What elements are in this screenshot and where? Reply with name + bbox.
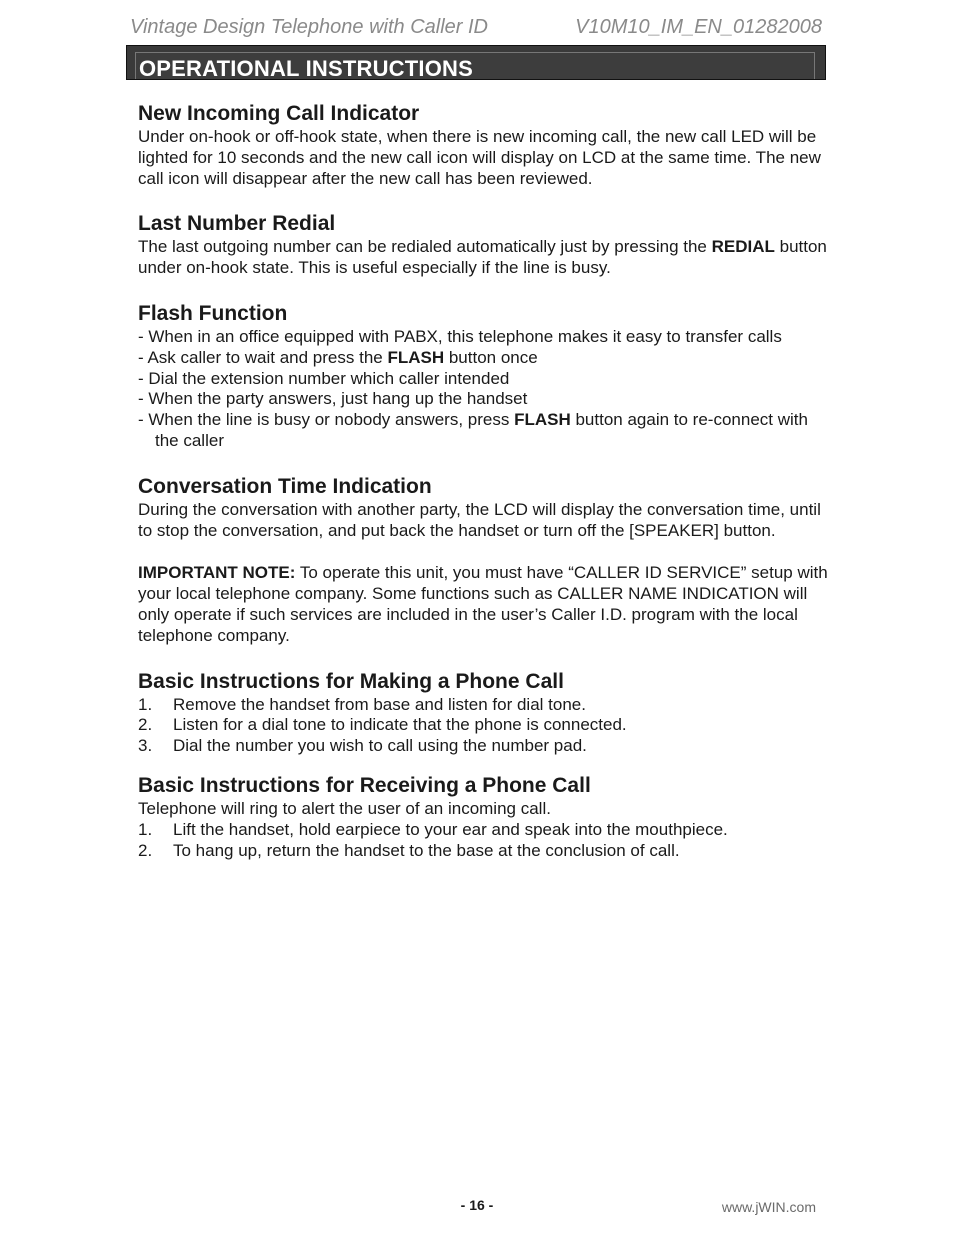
- receiving-call-steps: [138, 820, 828, 862]
- page-content: [138, 101, 828, 861]
- important-note: [138, 563, 828, 646]
- banner-title: OPERATIONAL INSTRUCTIONS: [139, 56, 473, 81]
- step-number: 3.: [138, 736, 153, 756]
- step-number: 2.: [138, 715, 153, 735]
- flash-line-2-text: - Ask caller to wait and press the: [138, 347, 388, 367]
- footer-url: www.jWIN.com: [721, 1199, 816, 1215]
- document-code: V10M10_IM_EN_01282008: [575, 16, 822, 38]
- page-number: - 16 -: [460, 1197, 494, 1213]
- flash-line-2-bold: FLASH: [387, 347, 445, 367]
- redial-bold: REDIAL: [711, 237, 775, 257]
- list-item: [138, 841, 828, 862]
- step-number: 1.: [138, 819, 153, 839]
- flash-line-5-rest: button again to re-connect with the caller: [155, 410, 808, 450]
- heading-last-number-redial: Last Number Redial: [138, 212, 336, 236]
- heading-conversation-time: Conversation Time Indication: [138, 474, 432, 498]
- flash-line-5-bold: FLASH: [514, 410, 571, 430]
- important-note-label: IMPORTANT NOTE:: [138, 563, 296, 583]
- step-number: 2.: [138, 840, 153, 860]
- step-text: Listen for a dial tone to indicate that the phone is connected.: [173, 715, 627, 735]
- heading-incoming-call: New Incoming Call Indicator: [138, 102, 420, 125]
- step-text: Dial the number you wish to call using the number pad.: [173, 736, 587, 756]
- page-header: [130, 16, 822, 42]
- flash-line-5: [138, 410, 828, 452]
- section-banner: [126, 45, 826, 80]
- important-note-body: To operate this unit, you must have “CALLER ID SERVICE” setup with your local telephone company. Some functions such as CALLER NAME INDICATION will only operate if such services are included in the user’s Caller I.D. program with the local telephone company.: [138, 563, 828, 645]
- list-item: [138, 695, 828, 716]
- paragraph-redial: [138, 237, 828, 279]
- flash-line-4: - When the party answers, just hang up the handset: [138, 389, 528, 409]
- flash-line-2-rest: button once: [444, 347, 538, 367]
- step-text: To hang up, return the handset to the base at the conclusion of call.: [173, 840, 680, 860]
- heading-making-call: Basic Instructions for Making a Phone Call: [138, 669, 564, 693]
- flash-line-5-text: - When the line is busy or nobody answers, press: [138, 410, 515, 430]
- redial-text-1: The last outgoing number can be redialed automatically just by pressing the: [138, 237, 712, 257]
- receiving-intro: Telephone will ring to alert the user of an incoming call.: [138, 798, 551, 818]
- step-text: Lift the handset, hold earpiece to your ear and speak into the mouthpiece.: [173, 819, 728, 839]
- list-item: [138, 736, 828, 757]
- flash-line-3: - Dial the extension number which caller intended: [138, 368, 510, 388]
- list-item: [138, 820, 828, 841]
- making-call-steps: [138, 695, 828, 757]
- heading-flash-function: Flash Function: [138, 301, 288, 325]
- banner-inner: [135, 52, 815, 79]
- step-text: Remove the handset from base and listen for dial tone.: [173, 694, 586, 714]
- heading-receiving-call: Basic Instructions for Receiving a Phone Call: [138, 773, 591, 797]
- step-number: 1.: [138, 694, 153, 714]
- flash-line-1: - When in an office equipped with PABX, this telephone makes it easy to transfer calls: [138, 326, 782, 346]
- paragraph-conversation-time: During the conversation with another party, the LCD will display the conversation time, until to stop the conversation, and put back the handset or turn off the [SPEAKER] button.: [138, 499, 821, 540]
- document-title: Vintage Design Telephone with Caller ID: [130, 16, 488, 38]
- list-item: [138, 715, 828, 736]
- paragraph-incoming-call: Under on-hook or off-hook state, when there is new incoming call, the new call LED will be lighted for 10 seconds and the new call icon will display on LCD at the same time. The new call icon will disappear after the new call has been reviewed.: [138, 127, 821, 188]
- redial-text-2: button under on-hook state. This is useful especially if the line is busy.: [138, 237, 827, 278]
- flash-line-2: [138, 348, 828, 369]
